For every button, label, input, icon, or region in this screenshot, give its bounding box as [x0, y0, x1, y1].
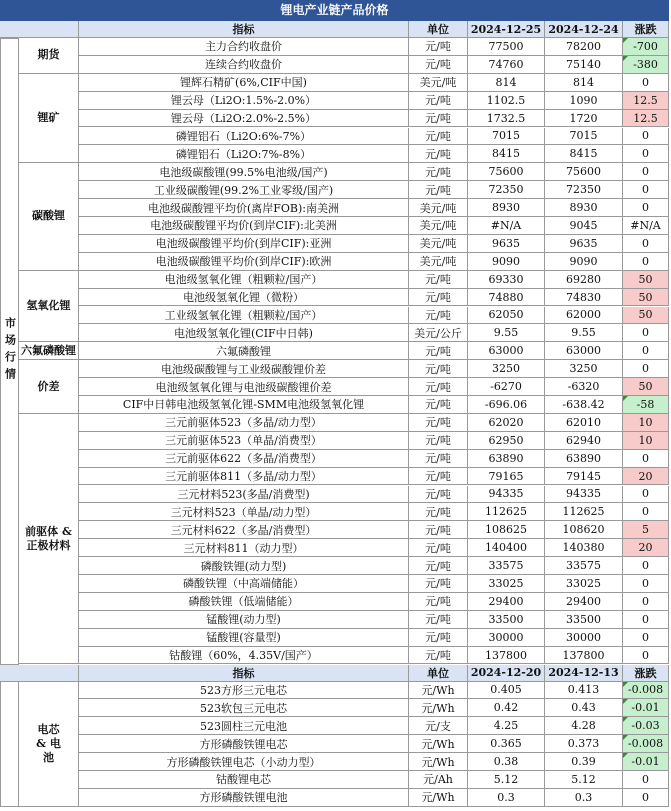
cell-name: 三元材料811（动力型） — [79, 539, 409, 557]
cell-v2: 0.43 — [545, 699, 623, 717]
table-row — [0, 38, 669, 56]
cell-name: 磷锂铝石（Li2O:7%-8%） — [79, 145, 409, 163]
header-row-2 — [0, 665, 669, 682]
table-row — [0, 414, 669, 432]
flag-icon — [623, 717, 628, 722]
cell-name: 磷酸铁锂（低端储能） — [79, 593, 409, 611]
cell-ch: 50 — [623, 378, 669, 396]
cell-v2: 0.413 — [545, 682, 623, 700]
cell-unit: 元/吨 — [409, 92, 468, 110]
cell-ch: 0 — [623, 74, 669, 92]
cell-text: -0.008 — [627, 683, 664, 697]
flag-icon — [623, 753, 628, 758]
cell-unit: 美元/吨 — [409, 253, 468, 271]
cell-v1: 1732.5 — [468, 110, 545, 128]
cell-unit: 元/吨 — [409, 38, 468, 56]
group-label: 碳酸锂 — [19, 163, 79, 270]
flag-icon — [623, 735, 628, 740]
table-row — [0, 539, 669, 557]
cell-unit: 美元/公斤 — [409, 324, 468, 342]
cell-v2: 29400 — [545, 593, 623, 611]
cell-name: 电池级氢氧化锂（微粉） — [79, 289, 409, 307]
table-row — [0, 181, 669, 199]
cell-v1: 1102.5 — [468, 92, 545, 110]
cell-v2: 0.373 — [545, 735, 623, 753]
header-col-indicator: 指标 — [79, 21, 409, 38]
group-label: 价差 — [19, 360, 79, 414]
cell-v2: 9.55 — [545, 324, 623, 342]
cell-unit: 美元/吨 — [409, 199, 468, 217]
cell-v1: 3250 — [468, 360, 545, 378]
cell-unit: 元/吨 — [409, 378, 468, 396]
cell-v1: 74760 — [468, 56, 545, 74]
cell-v1: -6270 — [468, 378, 545, 396]
header-col-d1: 2024-12-25 — [468, 21, 545, 38]
cell-v2: 108620 — [545, 521, 623, 539]
cell-name: 电池级氢氧化锂(CIF中日韩) — [79, 324, 409, 342]
cell-v1: 9635 — [468, 235, 545, 253]
cell-ch: 12.5 — [623, 110, 669, 128]
header-col-change: 涨跌 — [623, 21, 669, 38]
cell-v2: 75140 — [545, 56, 623, 74]
cell-unit: 美元/吨 — [409, 235, 468, 253]
table-row — [0, 682, 669, 700]
cell-ch — [623, 753, 669, 771]
cell-v2: 9045 — [545, 217, 623, 235]
cell-name: 锰酸锂(动力型) — [79, 611, 409, 629]
cell-v1: 0.365 — [468, 735, 545, 753]
header-row-1 — [0, 21, 669, 38]
cell-name: 三元前驱体811（多晶/动力型） — [79, 468, 409, 486]
cell-v2: 69280 — [545, 271, 623, 289]
cell-v1: 33025 — [468, 575, 545, 593]
flag-icon — [623, 699, 628, 704]
cell-v2: 3250 — [545, 360, 623, 378]
cell-unit: 元/吨 — [409, 575, 468, 593]
table-row — [0, 110, 669, 128]
table-row — [0, 629, 669, 647]
table-row — [0, 92, 669, 110]
cell-ch: 0 — [623, 611, 669, 629]
cell-name: 电池级氢氧化锂（粗颗粒/国产） — [79, 271, 409, 289]
cell-v1: 62050 — [468, 307, 545, 325]
group-label: 锂矿 — [19, 74, 79, 164]
table-title: 锂电产业链产品价格 — [0, 0, 669, 21]
cell-ch — [623, 56, 669, 74]
cell-name: 锂辉石精矿(6%,CIF中国) — [79, 74, 409, 92]
cell-unit: 元/Wh — [409, 682, 468, 700]
table-row — [0, 74, 669, 92]
group-label: 氢氧化锂 — [19, 271, 79, 343]
cell-v1: #N/A — [468, 217, 545, 235]
cell-name: 三元前驱体523（多晶/动力型） — [79, 414, 409, 432]
cell-v1: 74880 — [468, 289, 545, 307]
table-row — [0, 307, 669, 325]
table-row — [0, 360, 669, 378]
cell-v1: 63890 — [468, 450, 545, 468]
table-row — [0, 432, 669, 450]
cell-ch: 50 — [623, 271, 669, 289]
cell-ch: 12.5 — [623, 92, 669, 110]
table-row — [0, 199, 669, 217]
cell-ch: 0 — [623, 593, 669, 611]
cell-unit: 元/吨 — [409, 557, 468, 575]
cell-unit: 美元/吨 — [409, 217, 468, 235]
side-blank — [0, 682, 19, 807]
group-label: 期货 — [19, 38, 79, 74]
table-row — [0, 342, 669, 360]
cell-text: -380 — [633, 57, 658, 71]
cell-unit: 元/吨 — [409, 396, 468, 414]
flag-icon — [623, 396, 628, 401]
cell-name: 电池级碳酸锂平均价(到岸CIF):欧洲 — [79, 253, 409, 271]
cell-ch: 20 — [623, 468, 669, 486]
cell-unit: 元/吨 — [409, 181, 468, 199]
cell-ch: 0 — [623, 557, 669, 575]
cell-name: 工业级碳酸锂(99.2%工业零级/国产) — [79, 181, 409, 199]
table-row — [0, 145, 669, 163]
cell-v2: 79145 — [545, 468, 623, 486]
header-col-unit: 单位 — [409, 665, 468, 682]
cell-text: -0.01 — [631, 755, 660, 769]
table-row — [0, 56, 669, 74]
cell-name: 电池级碳酸锂平均价(到岸CIF):亚洲 — [79, 235, 409, 253]
cell-v2: 8930 — [545, 199, 623, 217]
cell-name: 钴酸锂电芯 — [79, 771, 409, 789]
table-row — [0, 378, 669, 396]
cell-unit: 元/吨 — [409, 414, 468, 432]
header-col-d1: 2024-12-20 — [468, 665, 545, 682]
cell-unit: 元/吨 — [409, 110, 468, 128]
cell-ch — [623, 699, 669, 717]
table-row — [0, 503, 669, 521]
cell-unit: 元/Wh — [409, 735, 468, 753]
cell-ch: 50 — [623, 307, 669, 325]
cell-v1: 112625 — [468, 503, 545, 521]
cell-unit: 元/吨 — [409, 629, 468, 647]
header-blank — [0, 21, 79, 38]
table-row — [0, 771, 669, 789]
cell-ch — [623, 682, 669, 700]
cell-unit: 美元/吨 — [409, 74, 468, 92]
cell-ch: 50 — [623, 289, 669, 307]
cell-name: 锂云母（Li2O:1.5%-2.0%） — [79, 92, 409, 110]
cell-v1: 33575 — [468, 557, 545, 575]
cell-name: 磷锂铝石（Li2O:6%-7%） — [79, 128, 409, 146]
cell-unit: 元/吨 — [409, 342, 468, 360]
cell-v1: 72350 — [468, 181, 545, 199]
cell-name: 工业级氢氧化锂（粗颗粒/国产） — [79, 307, 409, 325]
flag-icon — [623, 682, 628, 687]
table-row — [0, 647, 669, 665]
cell-v2: 9090 — [545, 253, 623, 271]
cell-ch: 0 — [623, 145, 669, 163]
cell-ch: 0 — [623, 199, 669, 217]
cell-ch: 0 — [623, 235, 669, 253]
cell-v2: 63000 — [545, 342, 623, 360]
cell-v1: 0.405 — [468, 682, 545, 700]
table-row — [0, 735, 669, 753]
cell-v2: 1090 — [545, 92, 623, 110]
cell-unit: 元/吨 — [409, 128, 468, 146]
cell-v1: 77500 — [468, 38, 545, 56]
cell-unit: 元/吨 — [409, 521, 468, 539]
cell-v1: -696.06 — [468, 396, 545, 414]
cell-unit: 元/吨 — [409, 611, 468, 629]
cell-v2: 94335 — [545, 486, 623, 504]
group-label: 前驱体 & 正极材料 — [19, 414, 79, 665]
header-col-d2: 2024-12-13 — [545, 665, 623, 682]
cell-ch: 0 — [623, 450, 669, 468]
cell-text: -0.008 — [627, 737, 664, 751]
cell-ch: 0 — [623, 486, 669, 504]
cell-v2: 9635 — [545, 235, 623, 253]
cell-unit: 元/吨 — [409, 593, 468, 611]
cell-ch: 0 — [623, 360, 669, 378]
cell-v2: 74830 — [545, 289, 623, 307]
cell-name: 方形磷酸铁锂电池 — [79, 789, 409, 807]
table-row — [0, 753, 669, 771]
cell-name: 三元材料523(多晶/消费型) — [79, 486, 409, 504]
table-row — [0, 324, 669, 342]
header-col-indicator: 指标 — [79, 665, 409, 682]
cell-unit: 元/吨 — [409, 56, 468, 74]
cell-v1: 8930 — [468, 199, 545, 217]
cell-unit: 元/吨 — [409, 503, 468, 521]
cell-name: 电池级氢氧化锂与电池级碳酸锂价差 — [79, 378, 409, 396]
cell-v1: 9.55 — [468, 324, 545, 342]
cell-name: 523方形三元电芯 — [79, 682, 409, 700]
cell-v2: 4.28 — [545, 717, 623, 735]
flag-icon — [623, 56, 628, 61]
table-row — [0, 593, 669, 611]
cell-v2: 75600 — [545, 163, 623, 181]
cell-name: 六氟磷酸锂 — [79, 342, 409, 360]
cell-unit: 元/吨 — [409, 360, 468, 378]
cell-v1: 7015 — [468, 128, 545, 146]
table-row — [0, 217, 669, 235]
group-label: 六氟磷酸锂 — [19, 342, 79, 360]
cell-name: CIF中日韩电池级氢氧化锂-SMM电池级氢氧化锂 — [79, 396, 409, 414]
cell-name: 三元前驱体622（多晶/消费型） — [79, 450, 409, 468]
cell-name: 方形磷酸铁锂电芯（小动力型） — [79, 753, 409, 771]
cell-v2: 137800 — [545, 647, 623, 665]
cell-ch: 0 — [623, 503, 669, 521]
table-row — [0, 611, 669, 629]
table-row — [0, 396, 669, 414]
cell-unit: 元/吨 — [409, 432, 468, 450]
cell-v1: 8415 — [468, 145, 545, 163]
cell-v1: 0.3 — [468, 789, 545, 807]
cell-v2: 62010 — [545, 414, 623, 432]
cell-v2: 62940 — [545, 432, 623, 450]
cell-name: 电池级碳酸锂与工业级碳酸锂价差 — [79, 360, 409, 378]
table-row — [0, 450, 669, 468]
cell-name: 钴酸锂（60%，4.35V/国产） — [79, 647, 409, 665]
table-row — [0, 575, 669, 593]
cell-ch — [623, 396, 669, 414]
cell-v1: 29400 — [468, 593, 545, 611]
cell-v1: 79165 — [468, 468, 545, 486]
table-row — [0, 289, 669, 307]
cell-name: 电池级碳酸锂(99.5%电池级/国产) — [79, 163, 409, 181]
cell-v1: 108625 — [468, 521, 545, 539]
flag-icon — [623, 38, 628, 43]
header-col-change: 涨跌 — [623, 665, 669, 682]
cell-v2: 33575 — [545, 557, 623, 575]
cell-ch: 0 — [623, 647, 669, 665]
cell-name: 锂云母（Li2O:2.0%-2.5%） — [79, 110, 409, 128]
cell-v2: 7015 — [545, 128, 623, 146]
cell-v1: 75600 — [468, 163, 545, 181]
cell-ch: 0 — [623, 324, 669, 342]
cell-v1: 62950 — [468, 432, 545, 450]
cell-ch: 0 — [623, 629, 669, 647]
cell-v1: 94335 — [468, 486, 545, 504]
cell-v1: 140400 — [468, 539, 545, 557]
table-row — [0, 557, 669, 575]
cell-unit: 元/吨 — [409, 450, 468, 468]
header-col-unit: 单位 — [409, 21, 468, 38]
cell-v2: 62000 — [545, 307, 623, 325]
cell-v1: 69330 — [468, 271, 545, 289]
cell-v2: 5.12 — [545, 771, 623, 789]
cell-v1: 62020 — [468, 414, 545, 432]
cell-unit: 元/吨 — [409, 271, 468, 289]
cell-text: -58 — [636, 397, 655, 411]
cell-name: 磷酸铁锂(动力型) — [79, 557, 409, 575]
cell-unit: 元/吨 — [409, 163, 468, 181]
cell-ch: 5 — [623, 521, 669, 539]
cell-v2: 63890 — [545, 450, 623, 468]
cell-ch: 0 — [623, 128, 669, 146]
cell-v2: 30000 — [545, 629, 623, 647]
cell-ch: 0 — [623, 181, 669, 199]
cell-ch: 0 — [623, 789, 669, 807]
cell-name: 连续合约收盘价 — [79, 56, 409, 74]
cell-ch: 0 — [623, 575, 669, 593]
cell-name: 磷酸铁锂（中高端储能） — [79, 575, 409, 593]
cell-unit: 元/吨 — [409, 539, 468, 557]
cell-v2: -638.42 — [545, 396, 623, 414]
cell-v1: 814 — [468, 74, 545, 92]
cell-ch: 20 — [623, 539, 669, 557]
table-row — [0, 468, 669, 486]
cell-v2: 33500 — [545, 611, 623, 629]
cell-unit: 元/支 — [409, 717, 468, 735]
table-row — [0, 521, 669, 539]
table-row — [0, 253, 669, 271]
cell-text: -700 — [633, 39, 658, 53]
cell-ch: 0 — [623, 163, 669, 181]
cell-unit: 元/Wh — [409, 789, 468, 807]
cell-unit: 元/吨 — [409, 647, 468, 665]
cell-v2: 814 — [545, 74, 623, 92]
cell-v2: 72350 — [545, 181, 623, 199]
cell-v1: 9090 — [468, 253, 545, 271]
cell-name: 三元前驱体523（单晶/消费型） — [79, 432, 409, 450]
table-row — [0, 163, 669, 181]
cell-ch: #N/A — [623, 217, 669, 235]
cell-unit: 元/吨 — [409, 145, 468, 163]
cell-unit: 元/Wh — [409, 753, 468, 771]
cell-ch — [623, 717, 669, 735]
table-row — [0, 699, 669, 717]
cell-name: 三元材料523（单晶/动力型） — [79, 503, 409, 521]
cell-name: 电池级碳酸锂平均价(离岸FOB):南美洲 — [79, 199, 409, 217]
cell-name: 三元材料622（多晶/消费型） — [79, 521, 409, 539]
cell-v1: 0.38 — [468, 753, 545, 771]
cell-v2: 33025 — [545, 575, 623, 593]
table-row — [0, 128, 669, 146]
cell-v1: 33500 — [468, 611, 545, 629]
cell-unit: 元/Wh — [409, 699, 468, 717]
cell-v2: 78200 — [545, 38, 623, 56]
cell-unit: 元/吨 — [409, 307, 468, 325]
cell-name: 523圆柱三元电池 — [79, 717, 409, 735]
table-row — [0, 271, 669, 289]
cell-unit: 元/吨 — [409, 486, 468, 504]
table-row — [0, 717, 669, 735]
cell-name: 锰酸锂(容量型) — [79, 629, 409, 647]
cell-name: 电池级碳酸锂平均价(到岸CIF):北美洲 — [79, 217, 409, 235]
cell-v1: 30000 — [468, 629, 545, 647]
cell-ch — [623, 735, 669, 753]
cell-v1: 0.42 — [468, 699, 545, 717]
cell-v2: 8415 — [545, 145, 623, 163]
cell-v2: -6320 — [545, 378, 623, 396]
cell-v2: 140380 — [545, 539, 623, 557]
cell-name: 主力合约收盘价 — [79, 38, 409, 56]
group-label-cells: 电芯 & 电池 — [19, 682, 79, 807]
table-row — [0, 235, 669, 253]
cell-v1: 63000 — [468, 342, 545, 360]
cell-text: -0.01 — [631, 701, 660, 715]
cell-v1: 5.12 — [468, 771, 545, 789]
cell-ch: 10 — [623, 432, 669, 450]
cell-v1: 137800 — [468, 647, 545, 665]
cell-text: -0.03 — [631, 719, 660, 733]
cell-v2: 0.39 — [545, 753, 623, 771]
header-col-d2: 2024-12-24 — [545, 21, 623, 38]
cell-v1: 4.25 — [468, 717, 545, 735]
cell-name: 523软包三元电芯 — [79, 699, 409, 717]
side-label-market: 市场行情 — [0, 38, 19, 665]
cell-name: 方形磷酸铁锂电芯 — [79, 735, 409, 753]
cell-ch: 10 — [623, 414, 669, 432]
cell-ch: 0 — [623, 771, 669, 789]
cell-ch: 0 — [623, 253, 669, 271]
table-row — [0, 486, 669, 504]
cell-ch — [623, 38, 669, 56]
cell-unit: 元/吨 — [409, 289, 468, 307]
cell-ch: 0 — [623, 342, 669, 360]
cell-v2: 112625 — [545, 503, 623, 521]
cell-v2: 1720 — [545, 110, 623, 128]
cell-unit: 元/Ah — [409, 771, 468, 789]
table-row — [0, 789, 669, 807]
cell-v2: 0.3 — [545, 789, 623, 807]
header-blank — [0, 665, 79, 682]
cell-unit: 元/吨 — [409, 468, 468, 486]
